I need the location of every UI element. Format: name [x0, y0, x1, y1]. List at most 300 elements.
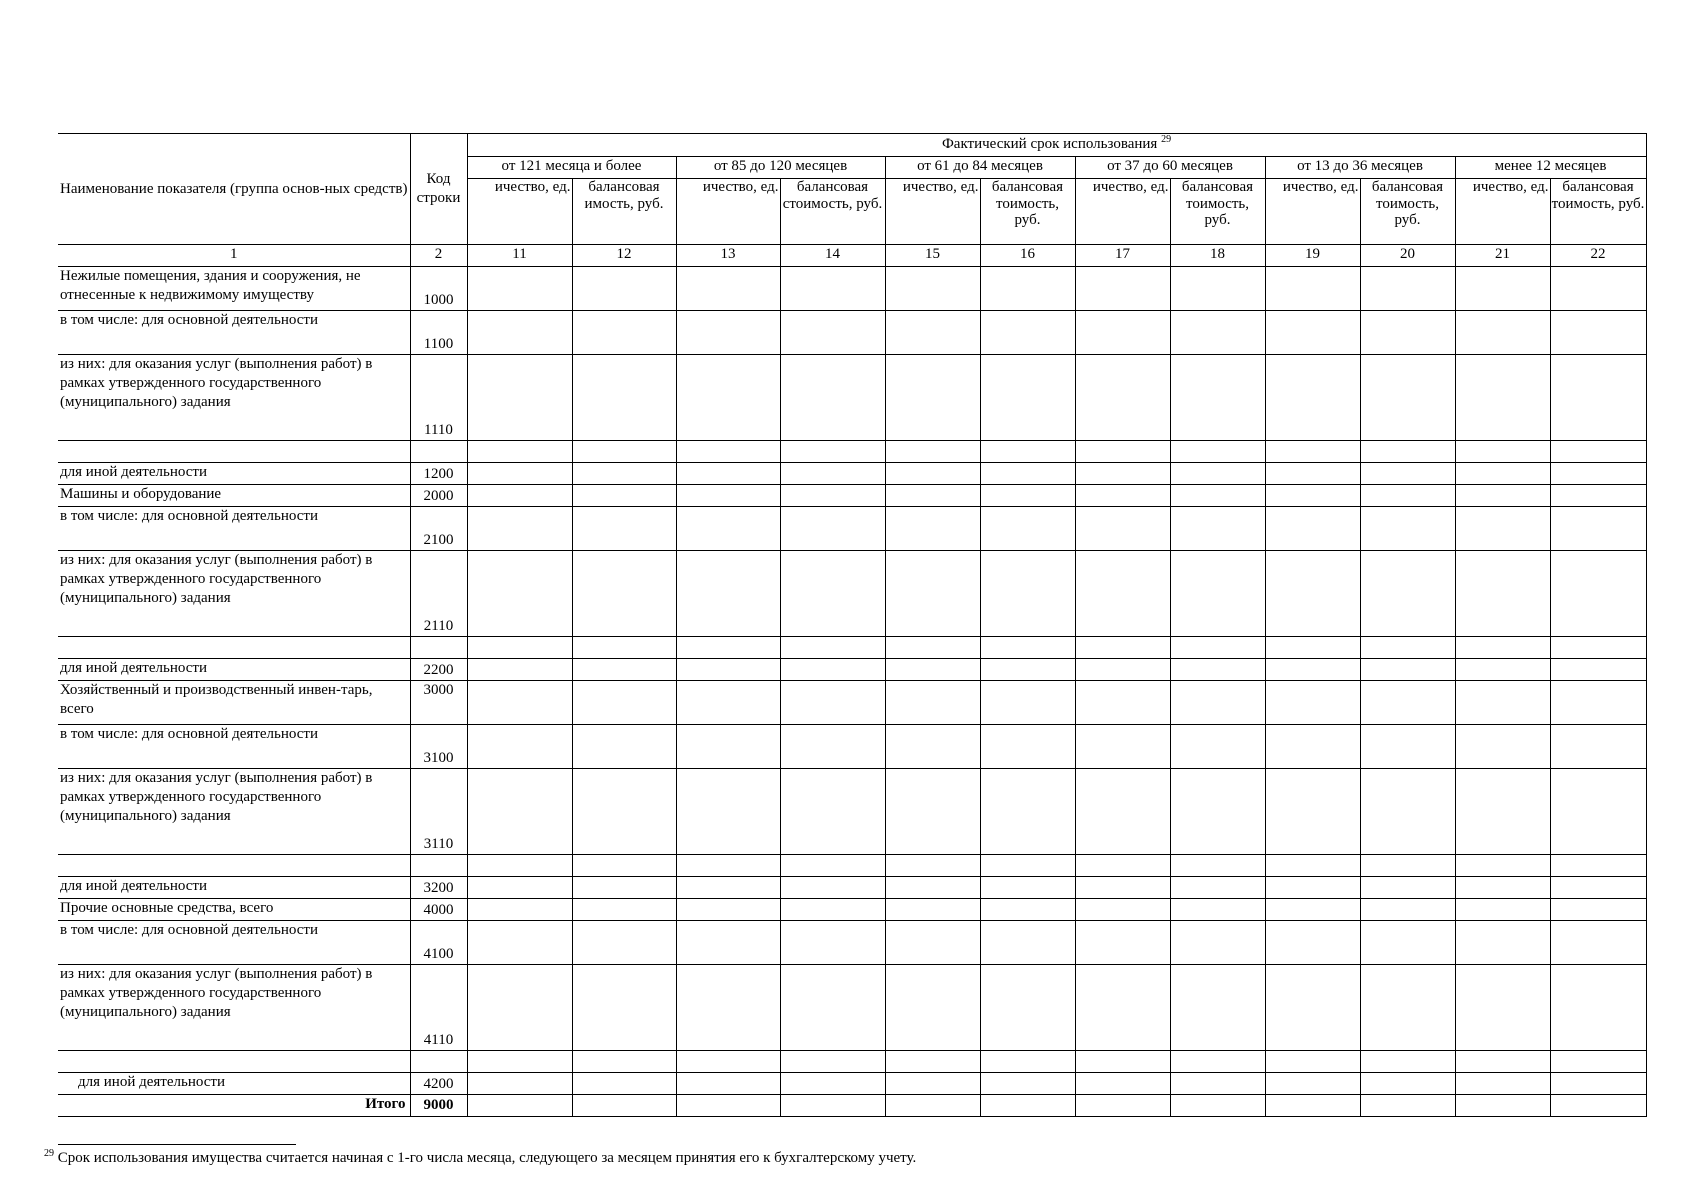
cost-cell[interactable]: [780, 965, 885, 1051]
cost-cell[interactable]: [980, 899, 1075, 921]
row-name: в том числе: для основной деятельности: [58, 311, 410, 355]
cost-cell[interactable]: [1550, 637, 1646, 659]
qty-cell[interactable]: [1075, 769, 1170, 855]
row-name: [58, 1051, 410, 1073]
cost-cell[interactable]: [1550, 921, 1646, 965]
qty-cell[interactable]: [885, 659, 980, 681]
cost-cell[interactable]: [1550, 899, 1646, 921]
qty-cell[interactable]: [885, 355, 980, 441]
qty-cell[interactable]: [467, 267, 572, 311]
cost-cell[interactable]: [1170, 637, 1265, 659]
cost-cell[interactable]: [780, 877, 885, 899]
cost-cell[interactable]: [1170, 899, 1265, 921]
qty-cell[interactable]: [1265, 855, 1360, 877]
total-qty-cell[interactable]: [1265, 1095, 1360, 1117]
total-cost-cell[interactable]: [980, 1095, 1075, 1117]
qty-cell[interactable]: [1265, 507, 1360, 551]
total-cost-cell[interactable]: [1360, 1095, 1455, 1117]
qty-cell[interactable]: [885, 1051, 980, 1073]
qty-cell[interactable]: [467, 311, 572, 355]
qty-cell[interactable]: [1455, 855, 1550, 877]
total-row: [58, 1095, 1646, 1117]
total-cost-cell[interactable]: [1550, 1095, 1646, 1117]
cost-cell[interactable]: [780, 681, 885, 725]
cost-cell[interactable]: [1550, 659, 1646, 681]
cost-cell[interactable]: [1170, 507, 1265, 551]
qty-cell[interactable]: [885, 507, 980, 551]
table-row: [58, 267, 1646, 311]
cost-cell[interactable]: [572, 659, 676, 681]
cost-cell[interactable]: [780, 1051, 885, 1073]
qty-cell[interactable]: [467, 725, 572, 769]
cost-cell[interactable]: [1170, 681, 1265, 725]
qty-cell[interactable]: [1455, 725, 1550, 769]
cost-cell[interactable]: [1360, 725, 1455, 769]
qty-cell[interactable]: [1455, 877, 1550, 899]
cost-cell[interactable]: [780, 855, 885, 877]
qty-cell[interactable]: [467, 441, 572, 463]
column-number: 20: [1360, 245, 1455, 267]
cost-cell[interactable]: [980, 769, 1075, 855]
qty-cell[interactable]: [1265, 1073, 1360, 1095]
cost-cell[interactable]: [980, 485, 1075, 507]
qty-cell[interactable]: [676, 507, 780, 551]
row-code: 1110: [410, 355, 467, 441]
qty-cell[interactable]: [467, 681, 572, 725]
cost-cell[interactable]: [1360, 267, 1455, 311]
total-cost-cell[interactable]: [1170, 1095, 1265, 1117]
cost-cell[interactable]: [980, 725, 1075, 769]
qty-cell[interactable]: [1075, 355, 1170, 441]
qty-cell[interactable]: [467, 769, 572, 855]
qty-cell[interactable]: [885, 551, 980, 637]
qty-cell[interactable]: [676, 485, 780, 507]
cost-cell[interactable]: [572, 855, 676, 877]
column-number: 17: [1075, 245, 1170, 267]
table-spacer-row: [58, 1051, 1646, 1073]
qty-cell[interactable]: [676, 551, 780, 637]
qty-cell[interactable]: [676, 1073, 780, 1095]
total-cost-cell[interactable]: [572, 1095, 676, 1117]
header-qty: ичество, ед.: [467, 179, 572, 245]
qty-cell[interactable]: [885, 441, 980, 463]
cost-cell[interactable]: [1550, 877, 1646, 899]
cost-cell[interactable]: [780, 311, 885, 355]
header-period-under-12: менее 12 месяцев: [1455, 157, 1646, 179]
cost-cell[interactable]: [1550, 507, 1646, 551]
qty-cell[interactable]: [885, 965, 980, 1051]
cost-cell[interactable]: [1360, 921, 1455, 965]
qty-cell[interactable]: [1075, 551, 1170, 637]
cost-cell[interactable]: [572, 1073, 676, 1095]
qty-cell[interactable]: [676, 637, 780, 659]
row-code: 3200: [410, 877, 467, 899]
cost-cell[interactable]: [1550, 311, 1646, 355]
cost-cell[interactable]: [572, 551, 676, 637]
row-name: [58, 441, 410, 463]
qty-cell[interactable]: [1075, 659, 1170, 681]
qty-cell[interactable]: [467, 899, 572, 921]
cost-cell[interactable]: [1550, 769, 1646, 855]
cost-cell[interactable]: [572, 877, 676, 899]
cost-cell[interactable]: [980, 463, 1075, 485]
qty-cell[interactable]: [1455, 1051, 1550, 1073]
qty-cell[interactable]: [676, 463, 780, 485]
cost-cell[interactable]: [780, 637, 885, 659]
header-period-37-60: от 37 до 60 месяцев: [1075, 157, 1265, 179]
cost-cell[interactable]: [572, 681, 676, 725]
qty-cell[interactable]: [676, 355, 780, 441]
qty-cell[interactable]: [1455, 965, 1550, 1051]
row-name: для иной деятельности: [58, 877, 410, 899]
qty-cell[interactable]: [1075, 1073, 1170, 1095]
fixed-assets-usage-table: [58, 133, 1647, 1117]
cost-cell[interactable]: [572, 463, 676, 485]
total-qty-cell[interactable]: [676, 1095, 780, 1117]
qty-cell[interactable]: [467, 1051, 572, 1073]
row-name: Хозяйственный и производственный инвен-тарь, всего: [58, 681, 410, 725]
qty-cell[interactable]: [1075, 899, 1170, 921]
qty-cell[interactable]: [1075, 921, 1170, 965]
cost-cell[interactable]: [1170, 725, 1265, 769]
cost-cell[interactable]: [572, 725, 676, 769]
table-spacer-row: [58, 441, 1646, 463]
qty-cell[interactable]: [1455, 769, 1550, 855]
cost-cell[interactable]: [572, 1051, 676, 1073]
qty-cell[interactable]: [1455, 899, 1550, 921]
qty-cell[interactable]: [1075, 311, 1170, 355]
qty-cell[interactable]: [676, 441, 780, 463]
cost-cell[interactable]: [572, 921, 676, 965]
cost-cell[interactable]: [1550, 681, 1646, 725]
cost-cell[interactable]: [1550, 355, 1646, 441]
cost-cell[interactable]: [1360, 311, 1455, 355]
cost-cell[interactable]: [572, 637, 676, 659]
header-qty: ичество, ед.: [1455, 179, 1550, 245]
cost-cell[interactable]: [572, 965, 676, 1051]
cost-cell[interactable]: [1360, 855, 1455, 877]
qty-cell[interactable]: [467, 507, 572, 551]
qty-cell[interactable]: [1455, 267, 1550, 311]
qty-cell[interactable]: [885, 267, 980, 311]
cost-cell[interactable]: [1360, 1051, 1455, 1073]
cost-cell[interactable]: [980, 659, 1075, 681]
total-qty-cell[interactable]: [1455, 1095, 1550, 1117]
qty-cell[interactable]: [1265, 921, 1360, 965]
qty-cell[interactable]: [467, 659, 572, 681]
cost-cell[interactable]: [780, 725, 885, 769]
qty-cell[interactable]: [885, 877, 980, 899]
header-period-title: Фактический срок использования $^{29}$: [467, 134, 1646, 157]
qty-cell[interactable]: [1265, 725, 1360, 769]
cost-cell[interactable]: [1170, 659, 1265, 681]
qty-cell[interactable]: [1075, 877, 1170, 899]
cost-cell[interactable]: [1550, 267, 1646, 311]
cost-cell[interactable]: [780, 769, 885, 855]
row-code: 1200: [410, 463, 467, 485]
qty-cell[interactable]: [1265, 965, 1360, 1051]
cost-cell[interactable]: [1360, 507, 1455, 551]
qty-cell[interactable]: [885, 769, 980, 855]
qty-cell[interactable]: [1455, 485, 1550, 507]
cost-cell[interactable]: [780, 899, 885, 921]
table-row: [58, 463, 1646, 485]
qty-cell[interactable]: [885, 485, 980, 507]
qty-cell[interactable]: [467, 463, 572, 485]
header-period-85-120: от 85 до 120 месяцев: [676, 157, 885, 179]
cost-cell[interactable]: [572, 769, 676, 855]
cost-cell[interactable]: [1360, 463, 1455, 485]
qty-cell[interactable]: [676, 659, 780, 681]
qty-cell[interactable]: [1455, 551, 1550, 637]
row-code: 4200: [410, 1073, 467, 1095]
qty-cell[interactable]: [885, 855, 980, 877]
qty-cell[interactable]: [1265, 551, 1360, 637]
cost-cell[interactable]: [1360, 441, 1455, 463]
cost-cell[interactable]: [1360, 659, 1455, 681]
cost-cell[interactable]: [1360, 681, 1455, 725]
qty-cell[interactable]: [1265, 681, 1360, 725]
qty-cell[interactable]: [1075, 681, 1170, 725]
qty-cell[interactable]: [676, 311, 780, 355]
qty-cell[interactable]: [1075, 725, 1170, 769]
qty-cell[interactable]: [467, 1073, 572, 1095]
cost-cell[interactable]: [1170, 551, 1265, 637]
row-code: 3110: [410, 769, 467, 855]
row-name: в том числе: для основной деятельности: [58, 507, 410, 551]
cost-cell[interactable]: [572, 441, 676, 463]
cost-cell[interactable]: [780, 267, 885, 311]
cost-cell[interactable]: [980, 965, 1075, 1051]
qty-cell[interactable]: [1075, 267, 1170, 311]
qty-cell[interactable]: [676, 725, 780, 769]
cost-cell[interactable]: [572, 485, 676, 507]
cost-cell[interactable]: [1360, 965, 1455, 1051]
qty-cell[interactable]: [1265, 311, 1360, 355]
qty-cell[interactable]: [467, 355, 572, 441]
table-row: [58, 659, 1646, 681]
cost-cell[interactable]: [980, 1051, 1075, 1073]
qty-cell[interactable]: [1455, 463, 1550, 485]
row-name: для иной деятельности: [58, 463, 410, 485]
table-body: [58, 267, 1646, 1117]
qty-cell[interactable]: [1455, 681, 1550, 725]
qty-cell[interactable]: [676, 1051, 780, 1073]
cost-cell[interactable]: [1360, 551, 1455, 637]
qty-cell[interactable]: [676, 965, 780, 1051]
cost-cell[interactable]: [1550, 965, 1646, 1051]
total-code: 9000: [410, 1095, 467, 1117]
cost-cell[interactable]: [1170, 1051, 1265, 1073]
header-cost: балансовая стоимость, руб.: [780, 179, 885, 245]
cost-cell[interactable]: [1170, 1073, 1265, 1095]
cost-cell[interactable]: [1170, 855, 1265, 877]
column-number: 1: [58, 245, 410, 267]
cost-cell[interactable]: [1170, 441, 1265, 463]
row-name: для иной деятельности: [58, 1073, 410, 1095]
qty-cell[interactable]: [1265, 267, 1360, 311]
cost-cell[interactable]: [980, 507, 1075, 551]
qty-cell[interactable]: [676, 681, 780, 725]
cost-cell[interactable]: [780, 1073, 885, 1095]
cost-cell[interactable]: [572, 899, 676, 921]
header-row-code: Код строки: [410, 134, 467, 245]
qty-cell[interactable]: [885, 899, 980, 921]
qty-cell[interactable]: [885, 725, 980, 769]
qty-cell[interactable]: [1075, 485, 1170, 507]
cost-cell[interactable]: [1170, 311, 1265, 355]
qty-cell[interactable]: [467, 485, 572, 507]
cost-cell[interactable]: [1170, 485, 1265, 507]
qty-cell[interactable]: [467, 965, 572, 1051]
cost-cell[interactable]: [1550, 551, 1646, 637]
qty-cell[interactable]: [1265, 355, 1360, 441]
cost-cell[interactable]: [572, 267, 676, 311]
cost-cell[interactable]: [572, 311, 676, 355]
cost-cell[interactable]: [1360, 899, 1455, 921]
cost-cell[interactable]: [780, 551, 885, 637]
qty-cell[interactable]: [1075, 1051, 1170, 1073]
total-qty-cell[interactable]: [1075, 1095, 1170, 1117]
header-period-121-plus: от 121 месяца и более: [467, 157, 676, 179]
qty-cell[interactable]: [885, 637, 980, 659]
row-code: 2110: [410, 551, 467, 637]
cost-cell[interactable]: [1360, 1073, 1455, 1095]
total-label: Итого: [58, 1095, 410, 1117]
cost-cell[interactable]: [1170, 965, 1265, 1051]
qty-cell[interactable]: [1265, 485, 1360, 507]
cost-cell[interactable]: [572, 507, 676, 551]
qty-cell[interactable]: [1075, 441, 1170, 463]
qty-cell[interactable]: [1265, 769, 1360, 855]
qty-cell[interactable]: [1265, 659, 1360, 681]
qty-cell[interactable]: [1455, 355, 1550, 441]
qty-cell[interactable]: [1455, 507, 1550, 551]
table-row: [58, 921, 1646, 965]
qty-cell[interactable]: [676, 267, 780, 311]
total-cost-cell[interactable]: [780, 1095, 885, 1117]
cost-cell[interactable]: [980, 1073, 1075, 1095]
cost-cell[interactable]: [1170, 355, 1265, 441]
cost-cell[interactable]: [780, 921, 885, 965]
cost-cell[interactable]: [1550, 441, 1646, 463]
cost-cell[interactable]: [1550, 463, 1646, 485]
cost-cell[interactable]: [1360, 769, 1455, 855]
qty-cell[interactable]: [1265, 463, 1360, 485]
qty-cell[interactable]: [885, 1073, 980, 1095]
qty-cell[interactable]: [1075, 965, 1170, 1051]
qty-cell[interactable]: [1265, 899, 1360, 921]
cost-cell[interactable]: [780, 659, 885, 681]
cost-cell[interactable]: [780, 507, 885, 551]
qty-cell[interactable]: [1455, 311, 1550, 355]
qty-cell[interactable]: [885, 463, 980, 485]
cost-cell[interactable]: [780, 441, 885, 463]
cost-cell[interactable]: [980, 921, 1075, 965]
qty-cell[interactable]: [467, 637, 572, 659]
row-code: 1000: [410, 267, 467, 311]
cost-cell[interactable]: [1550, 725, 1646, 769]
column-number: 12: [572, 245, 676, 267]
cost-cell[interactable]: [1360, 485, 1455, 507]
qty-cell[interactable]: [885, 921, 980, 965]
qty-cell[interactable]: [1265, 1051, 1360, 1073]
cost-cell[interactable]: [1360, 637, 1455, 659]
table-row: [58, 311, 1646, 355]
qty-cell[interactable]: [885, 681, 980, 725]
cost-cell[interactable]: [1360, 355, 1455, 441]
cost-cell[interactable]: [1550, 1073, 1646, 1095]
qty-cell[interactable]: [676, 877, 780, 899]
qty-cell[interactable]: [676, 921, 780, 965]
footnote-text: Срок использования имущества считается начиная с 1-го числа месяца, следующего за месяцем принятия его к бухгалтерскому учету.: [57, 1150, 917, 1166]
qty-cell[interactable]: [1265, 877, 1360, 899]
total-qty-cell[interactable]: [885, 1095, 980, 1117]
row-name: Нежилые помещения, здания и сооружения, не отнесенные к недвижимому имуществу: [58, 267, 410, 311]
column-number: 15: [885, 245, 980, 267]
qty-cell[interactable]: [1075, 855, 1170, 877]
qty-cell[interactable]: [1075, 637, 1170, 659]
cost-cell[interactable]: [980, 267, 1075, 311]
footnote: [44, 1148, 916, 1167]
qty-cell[interactable]: [1265, 441, 1360, 463]
qty-cell[interactable]: [467, 877, 572, 899]
qty-cell[interactable]: [467, 921, 572, 965]
qty-cell[interactable]: [676, 769, 780, 855]
qty-cell[interactable]: [885, 311, 980, 355]
cost-cell[interactable]: [1170, 877, 1265, 899]
cost-cell[interactable]: [980, 355, 1075, 441]
row-code: [410, 855, 467, 877]
row-code: [410, 441, 467, 463]
cost-cell[interactable]: [1170, 921, 1265, 965]
qty-cell[interactable]: [1455, 441, 1550, 463]
cost-cell[interactable]: [980, 637, 1075, 659]
cost-cell[interactable]: [1550, 485, 1646, 507]
cost-cell[interactable]: [980, 681, 1075, 725]
cost-cell[interactable]: [980, 855, 1075, 877]
cost-cell[interactable]: [1170, 267, 1265, 311]
qty-cell[interactable]: [1075, 463, 1170, 485]
qty-cell[interactable]: [676, 855, 780, 877]
qty-cell[interactable]: [1265, 637, 1360, 659]
qty-cell[interactable]: [467, 855, 572, 877]
cost-cell[interactable]: [1550, 1051, 1646, 1073]
cost-cell[interactable]: [980, 311, 1075, 355]
total-qty-cell[interactable]: [467, 1095, 572, 1117]
cost-cell[interactable]: [1170, 769, 1265, 855]
qty-cell[interactable]: [1455, 659, 1550, 681]
cost-cell[interactable]: [980, 441, 1075, 463]
cost-cell[interactable]: [1360, 877, 1455, 899]
cost-cell[interactable]: [980, 551, 1075, 637]
row-code: 4100: [410, 921, 467, 965]
header-indicator-name: Наименование показателя (группа основ-ных средств): [58, 134, 410, 245]
qty-cell[interactable]: [1455, 1073, 1550, 1095]
qty-cell[interactable]: [1075, 507, 1170, 551]
qty-cell[interactable]: [1455, 921, 1550, 965]
qty-cell[interactable]: [467, 551, 572, 637]
cost-cell[interactable]: [572, 355, 676, 441]
cost-cell[interactable]: [1550, 855, 1646, 877]
cost-cell[interactable]: [1170, 463, 1265, 485]
cost-cell[interactable]: [780, 485, 885, 507]
cost-cell[interactable]: [780, 355, 885, 441]
qty-cell[interactable]: [1455, 637, 1550, 659]
cost-cell[interactable]: [980, 877, 1075, 899]
cost-cell[interactable]: [780, 463, 885, 485]
qty-cell[interactable]: [676, 899, 780, 921]
